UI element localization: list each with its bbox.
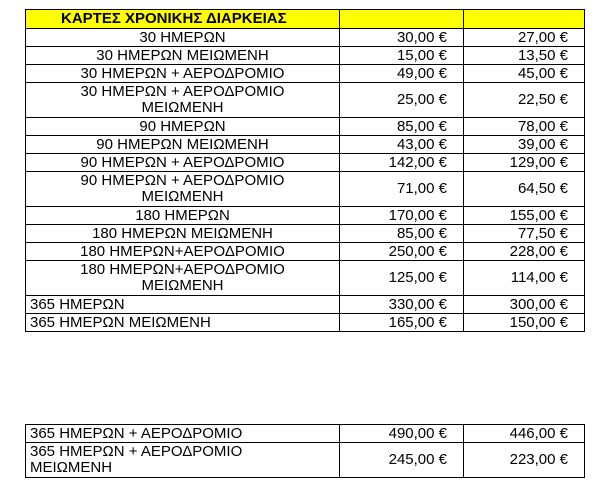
ticket-label: 30 ΗΜΕΡΩΝ ΜΕΙΩΜΕΝΗ [26,47,340,65]
price-2: 129,00 € [464,154,585,172]
table-row [26,47,585,65]
price-2: 150,00 € [464,314,585,332]
table-row [26,443,585,478]
price-1: 25,00 € [340,83,464,118]
header-cell-empty [464,10,585,29]
price-2: 13,50 € [464,47,585,65]
ticket-label-line1: 365 ΗΜΕΡΩΝ + ΑΕΡΟΔΡΟΜΙΟ [30,443,243,460]
header-cell-empty [340,10,464,29]
price-1: 125,00 € [340,261,464,296]
table-row [26,207,585,225]
table-row [26,29,585,47]
table-row [26,296,585,314]
table-title: ΚΑΡΤΕΣ ΧΡΟΝΙΚΗΣ ΔΙΑΡΚΕΙΑΣ [26,10,340,29]
price-1: 330,00 € [340,296,464,314]
table-row [26,243,585,261]
price-1: 71,00 € [340,172,464,207]
price-1: 170,00 € [340,207,464,225]
ticket-label-line1: 90 ΗΜΕΡΩΝ + ΑΕΡΟΔΡΟΜΙΟ [80,172,285,189]
price-1: 49,00 € [340,65,464,83]
ticket-label: 180 ΗΜΕΡΩΝ [26,207,340,225]
ticket-label-line2: ΜΕΙΩΜΕΝΗ [141,99,224,116]
table-row [26,65,585,83]
price-2: 77,50 € [464,225,585,243]
price-2: 45,00 € [464,65,585,83]
price-1: 250,00 € [340,243,464,261]
ticket-label: 180 ΗΜΕΡΩΝ+ΑΕΡΟΔΡΟΜΙΟ [26,243,340,261]
price-table-continued [25,424,585,478]
ticket-label-line1: 30 ΗΜΕΡΩΝ + ΑΕΡΟΔΡΟΜΙΟ [80,83,285,100]
ticket-label: 90 ΗΜΕΡΩΝ + ΑΕΡΟΔΡΟΜΙΟ [26,154,340,172]
price-2: 446,00 € [464,425,585,443]
price-2: 78,00 € [464,118,585,136]
ticket-label-line2: ΜΕΙΩΜΕΝΗ [30,459,113,476]
price-1: 165,00 € [340,314,464,332]
price-2: 114,00 € [464,261,585,296]
price-2: 300,00 € [464,296,585,314]
ticket-label: 30 ΗΜΕΡΩΝ [26,29,340,47]
table-row [26,425,585,443]
price-2: 228,00 € [464,243,585,261]
ticket-label-line2: ΜΕΙΩΜΕΝΗ [141,277,224,294]
price-1: 85,00 € [340,225,464,243]
ticket-label: 365 ΗΜΕΡΩΝ + ΑΕΡΟΔΡΟΜΙΟ [26,425,340,443]
ticket-label-line1: 180 ΗΜΕΡΩΝ+ΑΕΡΟΔΡΟΜΙΟ [80,261,285,278]
table-row [26,154,585,172]
ticket-label: 90 ΗΜΕΡΩΝ ΜΕΙΩΜΕΝΗ [26,136,340,154]
table-header-row [26,10,585,29]
price-1: 142,00 € [340,154,464,172]
ticket-label: 365 ΗΜΕΡΩΝ ΜΕΙΩΜΕΝΗ [26,314,340,332]
price-2: 22,50 € [464,83,585,118]
ticket-label: 180 ΗΜΕΡΩΝ ΜΕΙΩΜΕΝΗ [26,225,340,243]
price-2: 39,00 € [464,136,585,154]
ticket-label: 365 ΗΜΕΡΩΝ [26,296,340,314]
price-1: 85,00 € [340,118,464,136]
ticket-label-line2: ΜΕΙΩΜΕΝΗ [141,188,224,205]
ticket-label: 30 ΗΜΕΡΩΝ + ΑΕΡΟΔΡΟΜΙΟ [26,65,340,83]
price-2: 223,00 € [464,443,585,478]
ticket-label [26,172,340,207]
table-row [26,225,585,243]
price-1: 490,00 € [340,425,464,443]
price-1: 30,00 € [340,29,464,47]
table-row [26,136,585,154]
price-1: 43,00 € [340,136,464,154]
table-row [26,83,585,118]
price-1: 245,00 € [340,443,464,478]
price-2: 64,50 € [464,172,585,207]
price-2: 155,00 € [464,207,585,225]
table-row [26,261,585,296]
ticket-label [26,261,340,296]
ticket-label [26,83,340,118]
price-2: 27,00 € [464,29,585,47]
table-row [26,118,585,136]
price-1: 15,00 € [340,47,464,65]
price-table [25,9,585,332]
ticket-label [26,443,340,478]
ticket-label: 90 ΗΜΕΡΩΝ [26,118,340,136]
table-row [26,314,585,332]
table-row [26,172,585,207]
